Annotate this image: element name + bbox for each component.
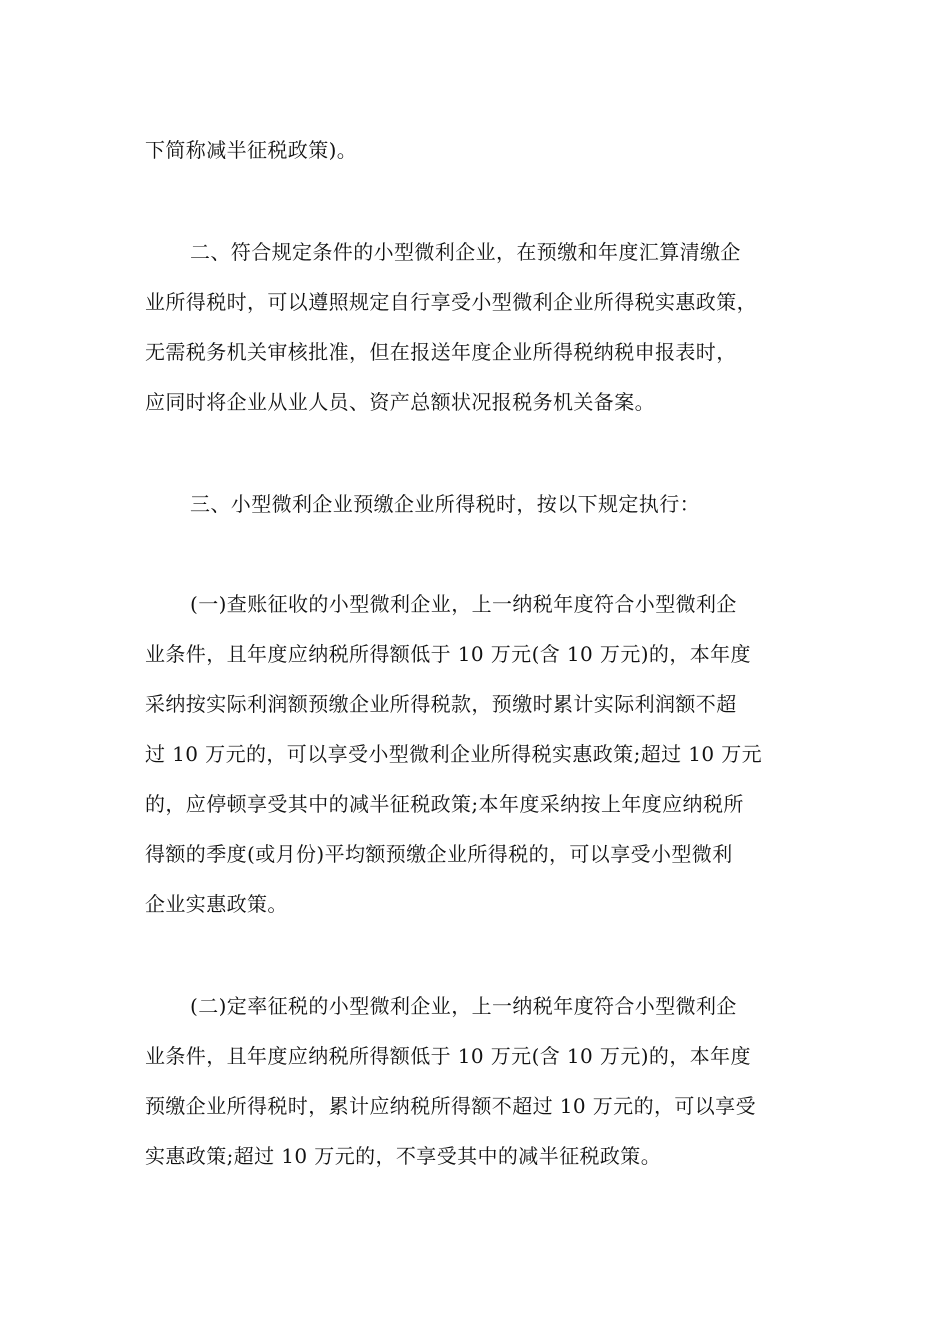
paragraph-line: (二)定率征税的小型微利企业，上一纳税年度符合小型微利企 xyxy=(190,994,737,1018)
paragraph-line: 预缴企业所得税时，累计应纳税所得额不超过 10 万元的，可以享受 xyxy=(145,1094,756,1118)
paragraph-line: 二、符合规定条件的小型微利企业，在预缴和年度汇算清缴企 xyxy=(190,240,741,264)
paragraph-line: 企业实惠政策。 xyxy=(145,892,288,916)
paragraph-line: 三、小型微利企业预缴企业所得税时，按以下规定执行： xyxy=(190,492,700,516)
paragraph-line: 实惠政策;超过 10 万元的，不享受其中的减半征税政策。 xyxy=(145,1144,662,1168)
paragraph-line: 下简称减半征税政策)。 xyxy=(145,138,358,162)
paragraph-line: 无需税务机关审核批准，但在报送年度企业所得税纳税申报表时， xyxy=(145,340,737,364)
paragraph-line: 业所得税时，可以遵照规定自行享受小型微利企业所得税实惠政策， xyxy=(145,290,757,314)
paragraph-line: 业条件，且年度应纳税所得额低于 10 万元(含 10 万元)的，本年度 xyxy=(145,642,751,666)
paragraph-line: (一)查账征收的小型微利企业，上一纳税年度符合小型微利企 xyxy=(190,592,737,616)
paragraph-line: 的，应停顿享受其中的减半征税政策;本年度采纳按上年度应纳税所 xyxy=(145,792,744,816)
paragraph-line: 得额的季度(或月份)平均额预缴企业所得税的，可以享受小型微利 xyxy=(145,842,733,866)
paragraph-line: 应同时将企业从业人员、资产总额状况报税务机关备案。 xyxy=(145,390,655,414)
paragraph-line: 过 10 万元的，可以享受小型微利企业所得税实惠政策;超过 10 万元 xyxy=(145,742,763,766)
paragraph-line: 采纳按实际利润额预缴企业所得税款，预缴时累计实际利润额不超 xyxy=(145,692,737,716)
paragraph-line: 业条件，且年度应纳税所得额低于 10 万元(含 10 万元)的，本年度 xyxy=(145,1044,751,1068)
